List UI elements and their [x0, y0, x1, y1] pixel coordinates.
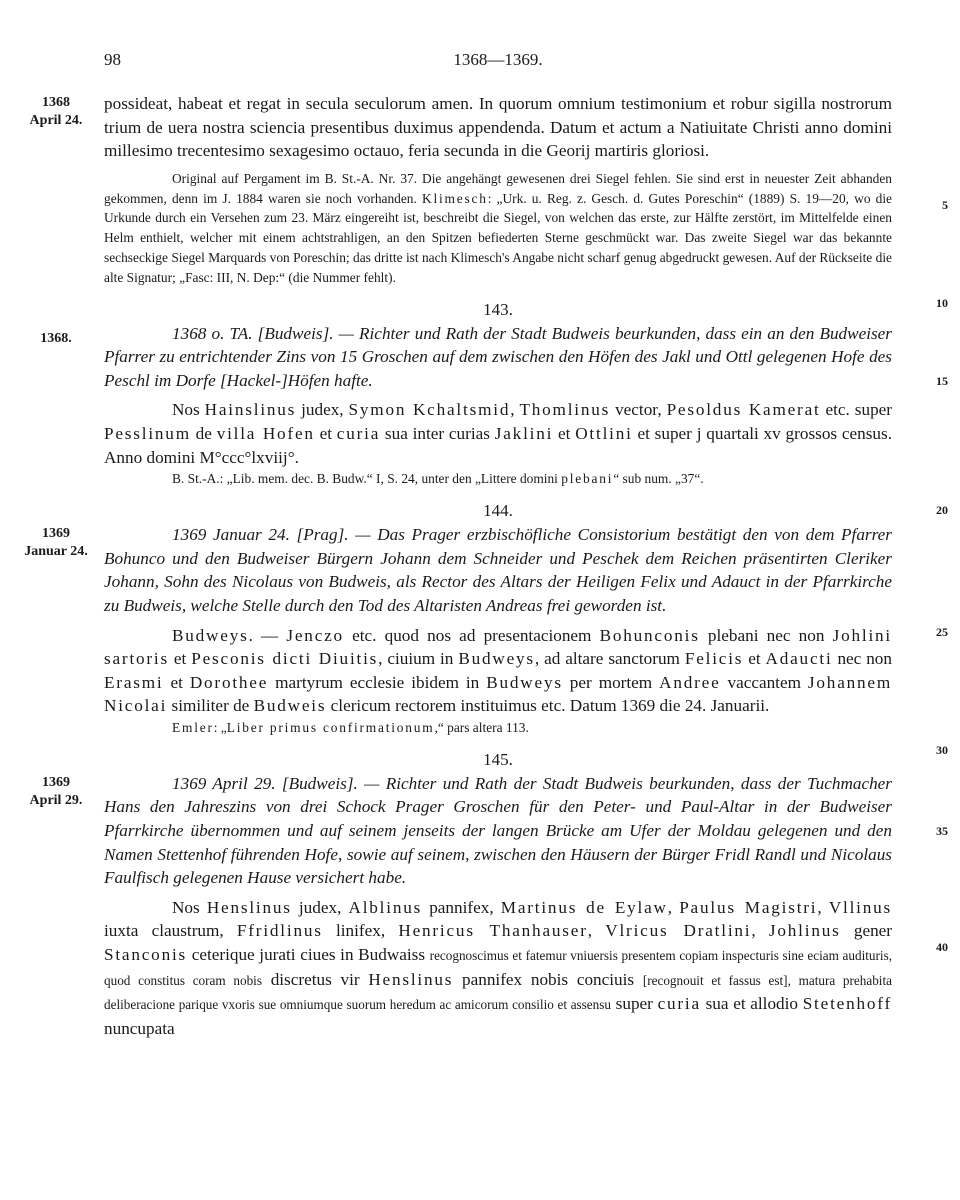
document-144	[24, 499, 948, 758]
line-number-30: 30	[936, 743, 948, 758]
regest-143: 1368 o. TA. [Budweis]. — Richter und Rath der Stadt Budweis beurkunden, dass ein an den Budweiser Pfarrer zu entrichtender Zins von 15 Groschen auf dem zwischen den Höfen des Jakl und Ottl gelegenen Hofe des Peschl im Dorfe [Hackel-]Höfen hafte.	[104, 323, 892, 390]
prev-document-text: possideat, habeat et regat in secula seculorum amen. In quorum omnium testimonium et robur sigilla nostrorum trium de uera nostra sciencia presentibus duximus appendenda. Datum et actum a Natiuitate Christi anno domini millesimo trecentesimo sexagesimo octauo, feria secunda in die Georij martiris gloriosi.	[104, 94, 892, 161]
prev-document-note: Original auf Pergament im B. St.-A. Nr. 37. Die angehängt gewesenen drei Siegel fehlen. Sie sind erst in neuester Zeit abhanden gekommen, denn im J. 1884 waren sie noch vorhanden. Klimesch: „Urk. u. Reg. z. Gesch. d. Gutes Poreschin“ (1889) S. 19—20, wo die Urkunde durch ein Versehen zum 23. März eingereiht ist, beschreibt die Siegel, von welchen das erste, zur Hälfte zerstört, im Mittelfelde einen Helm enthielt, welcher mit einem achtstrahligen, an den Spitzen befiederten Sterne geschmückt war. Das zweite Siegel war das bekannte sechseckige Siegel Marquards von Poreschin; das dritte ist nach Klimesch's Angabe nicht scharf genug abgedruckt gewesen. Auf der Rückseite die alte Signatur; „Fasc: III, N. Dep:“ (die Nummer fehlt).	[104, 170, 892, 285]
source-143: B. St.-A.: „Lib. mem. dec. B. Budw.“ I, S. 24, unter den „Littere domini plebani“ sub num. „37“.	[172, 471, 704, 487]
line-number-35: 35	[936, 823, 948, 838]
line-number-40: 40	[936, 939, 948, 954]
running-title: 1368—1369.	[453, 50, 543, 69]
document-number-143: 143.	[483, 299, 513, 319]
regest-145: 1369 April 29. [Budweis]. — Richter und Rath der Stadt Budweis beurkunden, dass der Tuchmacher Hans den Jahreszins von drei Schock Prager Groschen für den Peter- und Paul-Altar in der Budweiser Pfarrkirche übernommen und auf seinem jenseits der langen Brücke am Ufer der Moldau gelegenen und den Namen Stettenhof führenden Hofe, sowie auf seinem, zwischen den Häusern der Bürger Fridl Randl und Nicolaus Faulfisch gelegenen Hause versichert habe.	[104, 773, 892, 888]
line-number-15: 15	[936, 373, 948, 388]
page-number: 98	[104, 50, 121, 69]
text-144: Budweys. — Jenczo etc. quod nos ad presentacionem Bohunconis plebani nec non Johlini sartoris et Pesconis dicti Diuitis, ciuium in Budweys, ad altare sanctorum Felicis et Adaucti nec non Erasmi et Dorothee martyrum ecclesie ibidem in Budweys per mortem Andree vaccantem Johannem Nicolai similiter de Budweis clericum rectorem instituimus etc. Datum 1369 die 24. Januarii.	[104, 625, 893, 716]
document-number-145: 145.	[483, 749, 513, 769]
line-number-5: 5	[942, 198, 948, 212]
line-number-20: 20	[936, 503, 948, 518]
margin-date-1368-april-24: 1368 April 24.	[29, 95, 83, 128]
margin-date-1369-april-29: 1369 April 29.	[29, 774, 83, 808]
page-body	[24, 92, 948, 1040]
text-143: Nos Hainslinus judex, Symon Kchaltsmid, Thomlinus vector, Pesoldus Kamerat etc. super Pesslinum de villa Hofen et curia sua inter curias Jaklini et Ottlini et super j quartali xv grossos census. Anno domini M°ccc°lxviij°.	[104, 400, 893, 467]
line-number-25: 25	[936, 625, 948, 640]
page-header	[104, 50, 892, 74]
line-number-10: 10	[936, 296, 948, 310]
source-144: Emler: „Liber primus confirmationum,“ pars altera 113.	[172, 719, 529, 735]
text-145: Nos Henslinus judex, Alblinus pannifex, Martinus de Eylaw, Paulus Magistri, Vllinus iuxta claustrum, Ffridlinus linifex, Henricus Thanhauser, Vlricus Dratlini, Johlinus gener Stanconis ceterique jurati ciues in Budwaiss recognoscimus et fatemur vniuersis presentem copiam inspecturis sine eciam audituris, quod constitus coram nobis discretus vir Henslinus pannifex nobis conciuis [recognouit et fassus est], matura prehabita deliberacione parique vxoris sue omniumque suorum heredum ac amicorum consilio et assensu super curia sua et allodio Stetenhoff nuncupata	[104, 897, 893, 1038]
margin-date-1368: 1368.	[40, 330, 72, 346]
margin-date-1369-januar-24: 1369 Januar 24.	[24, 526, 88, 560]
document-number-144: 144.	[483, 501, 513, 521]
regest-144: 1369 Januar 24. [Prag]. — Das Prager erzbischöfliche Consistorium bestätigt den von dem Pfarrer Bohunco und den Budweiser Bürgern Johann dem Schneider und Peschek dem Reichen präsentirten Cleriker Johann, Sohn des Nicolaus von Budweis, als Rector des Altars der Heiligen Felix und Adauct in der Pfarrkirche zu Budweis, welche Stelle durch den Tod des Altaristen Andreas frei geworden ist.	[104, 525, 892, 615]
